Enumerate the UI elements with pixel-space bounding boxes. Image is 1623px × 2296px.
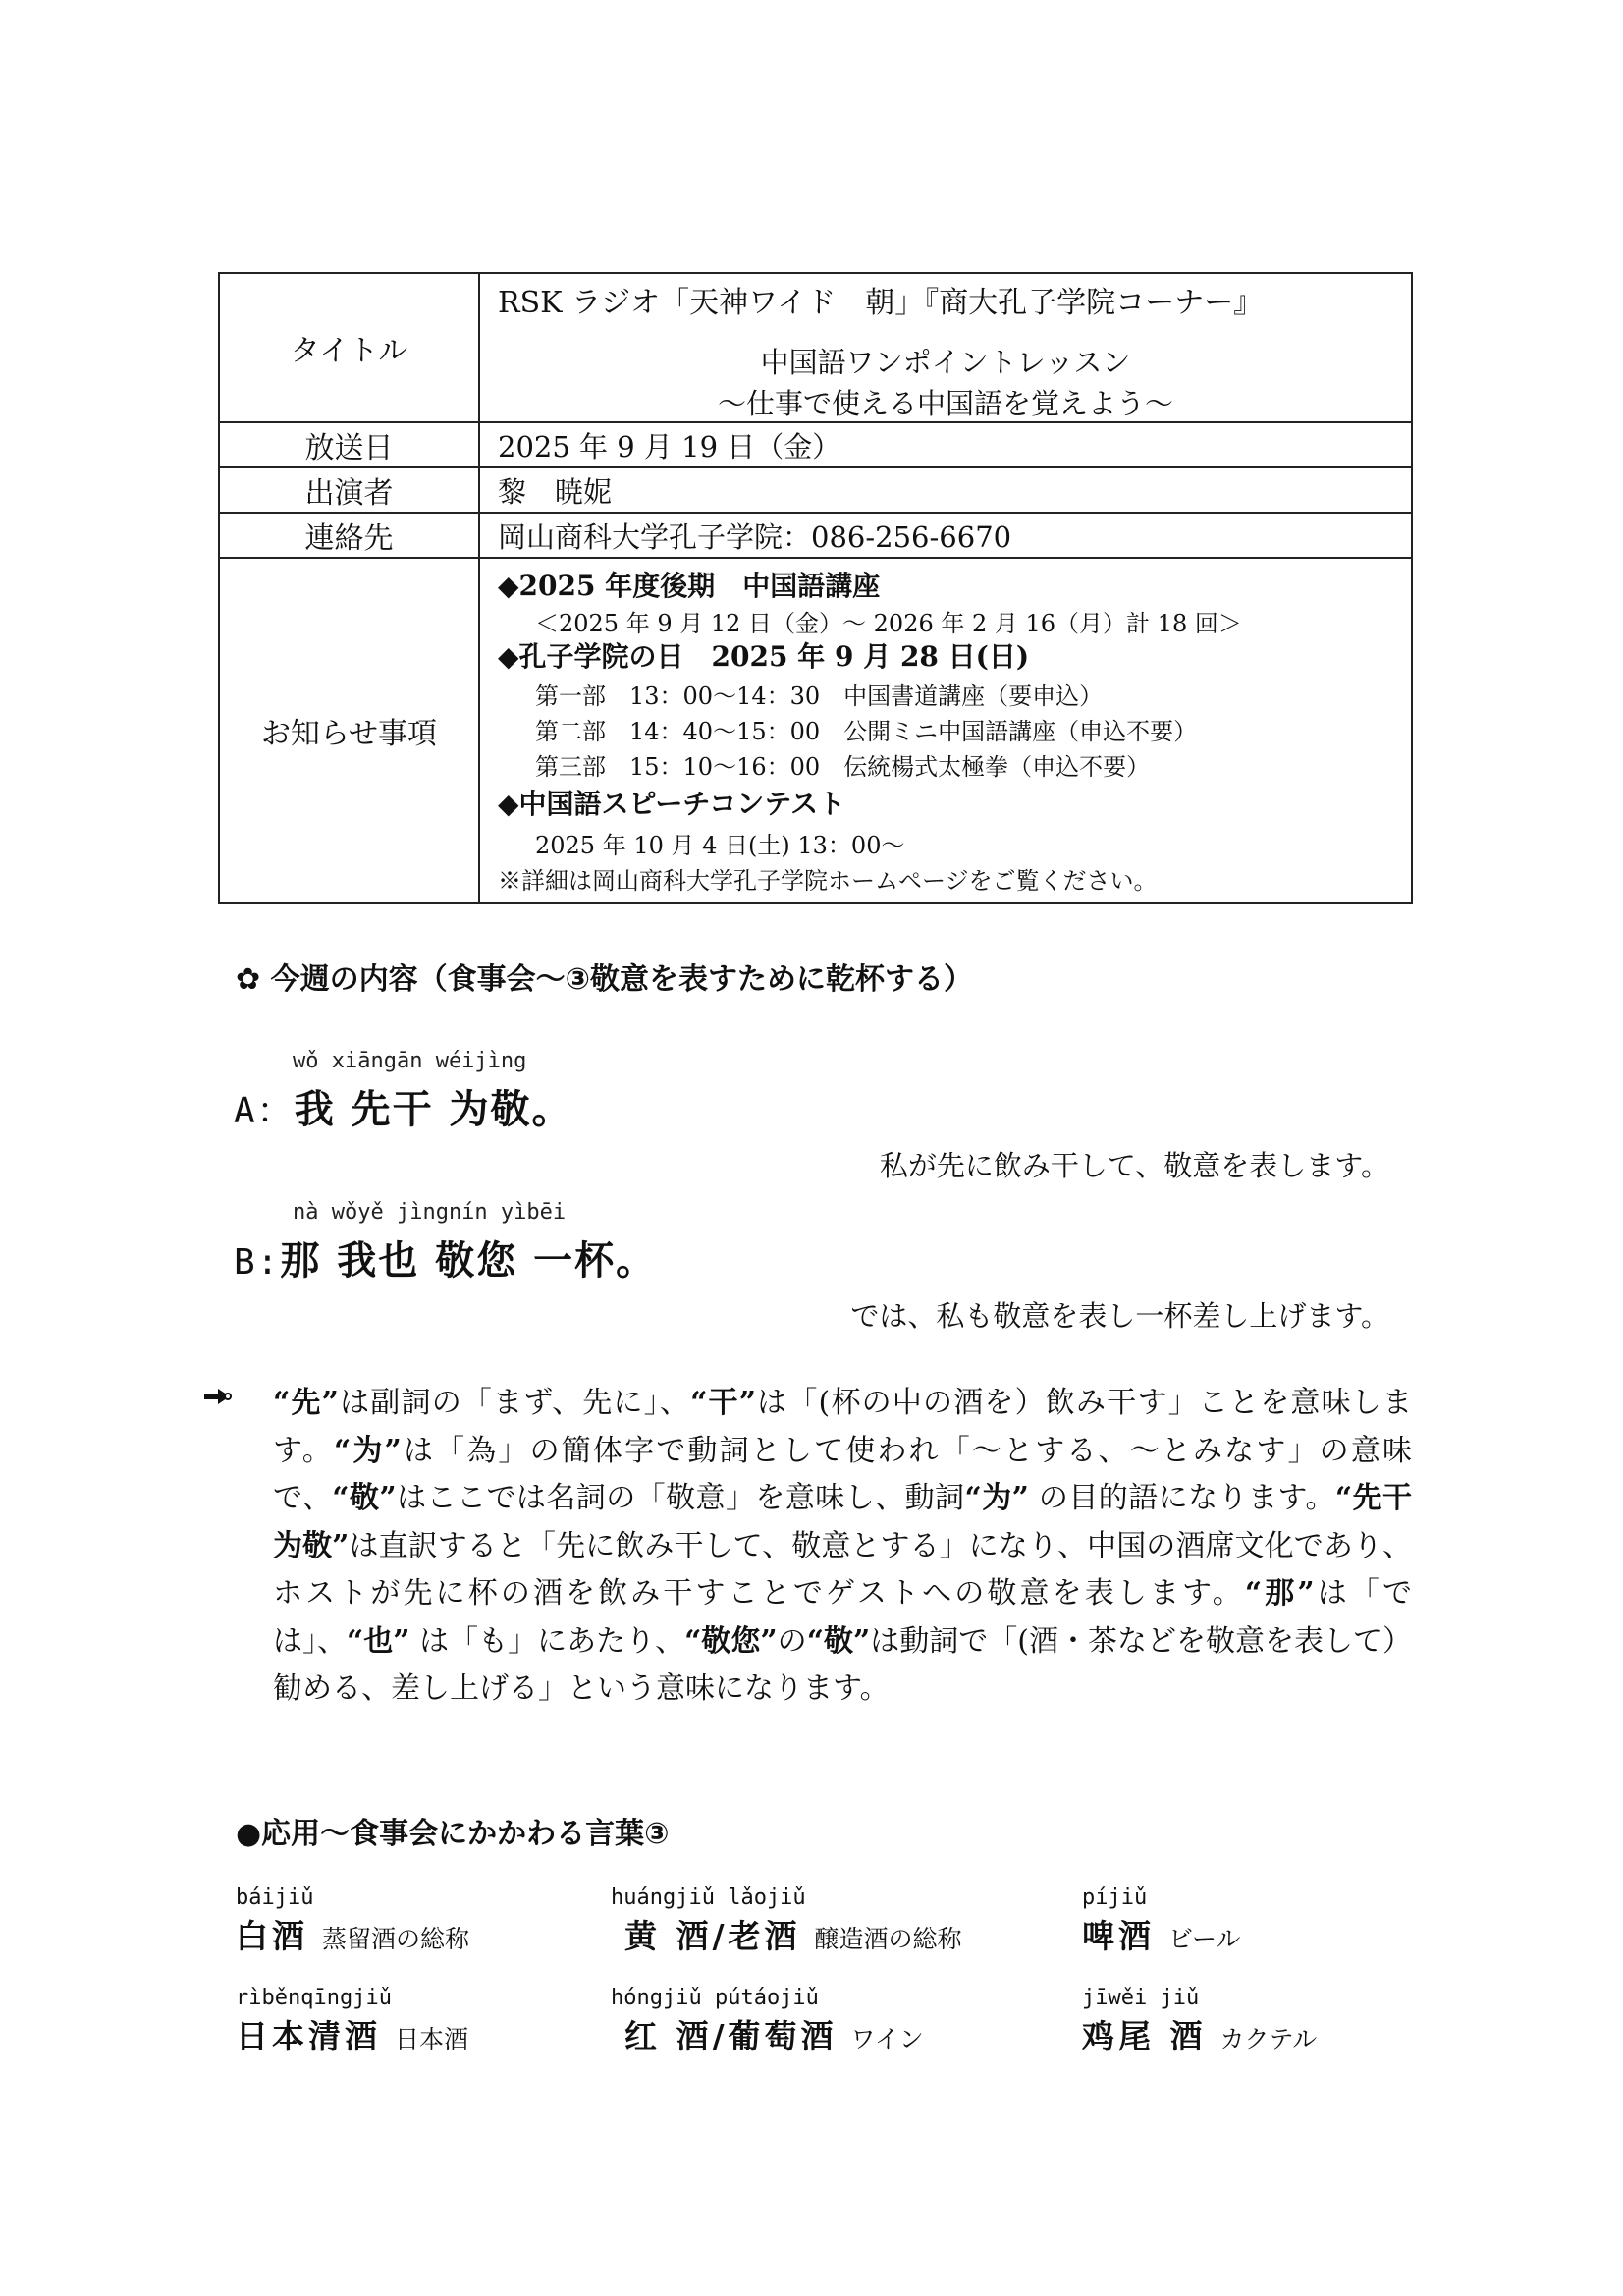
- dialog-a-translation: 私が先に飲み干して、敬意を表します。: [879, 1149, 1389, 1182]
- explanation-paragraph: [273, 1380, 1412, 1714]
- notice-cell: [479, 558, 1412, 903]
- explanation-keyword: “那”: [1244, 1576, 1315, 1611]
- dialog-a-text: 我 先干 为敬。: [294, 1086, 573, 1132]
- contact-label: 連絡先: [219, 513, 479, 558]
- explanation-keyword: “为”: [964, 1481, 1029, 1515]
- dialog-b-line: [234, 1230, 657, 1285]
- dialog-b-pinyin: nà wǒyě jìngnín yìbēi: [293, 1200, 567, 1225]
- vocab-meaning: 醸造酒の総称: [814, 1925, 962, 1953]
- vocab-pinyin: hóngjiǔ pútáojiǔ: [611, 1986, 819, 2010]
- vocab-word: 黄 酒/老酒: [624, 1917, 801, 1955]
- explanation-keyword: “也”: [347, 1623, 410, 1659]
- performer-name: 黎 暁妮: [479, 467, 1412, 513]
- explanation-keyword: “为”: [333, 1433, 402, 1468]
- explanation-keyword: “先”: [273, 1386, 339, 1420]
- lesson-title: 中国語ワンポイントレッスン: [760, 346, 1131, 379]
- dialog-b-translation: では、私も敬意を表し一杯差し上げます。: [850, 1299, 1389, 1333]
- explanation-text: は「(杯の中の酒を）飲み干す」ことを意味します。: [273, 1386, 1412, 1468]
- vocab-word: 鸡尾 酒: [1082, 2017, 1207, 2055]
- vocab-pinyin: huángjiǔ lǎojiǔ: [611, 1886, 806, 1910]
- explanation-text: は直訳すると「先に飲み干して、敬意とする」になり、中国の酒席文化であり、ホストが先に杯の酒を飲み干すことでゲストへの敬意を表します。: [273, 1528, 1412, 1611]
- explanation-text: は「も」にあたり、: [409, 1623, 685, 1659]
- explanation-keyword: “先干为敬”: [273, 1481, 1413, 1563]
- program-title: RSK ラジオ「天神ワイド 朝」『商大孔子学院コーナー』: [498, 286, 1264, 320]
- notice-part1: 第一部 13：00～14：30 中国書道講座（要申込）: [535, 683, 1104, 710]
- explanation-text: は副詞の「まず、先に」、: [338, 1386, 691, 1420]
- dialog-a-line: [234, 1078, 573, 1134]
- notice-part2: 第二部 14：40～15：00 公開ミニ中国語講座（申込不要）: [535, 718, 1198, 745]
- notice-course-heading: ◆2025 年度後期 中国語講座: [498, 570, 881, 602]
- notice-speech-contest: ◆中国語スピーチコンテスト: [498, 788, 846, 820]
- vocab-item: [624, 2011, 924, 2057]
- vocab-word: 日本清酒: [236, 2017, 381, 2055]
- vocab-meaning: ビール: [1168, 1925, 1241, 1953]
- vocab-word: 啤酒: [1082, 1917, 1155, 1955]
- vocab-word: 红 酒/葡萄酒: [624, 2017, 838, 2055]
- dialog-a-pinyin: wǒ xiāngān wéijìng: [293, 1049, 527, 1073]
- explanation-text: は「為」の簡体字で動詞として使われ「～とする、～とみなす」の意味で、: [273, 1433, 1413, 1515]
- explanation-text: の: [777, 1623, 807, 1659]
- dialog-a-speaker: A：: [234, 1091, 295, 1131]
- vocab-meaning: 日本酒: [395, 2025, 469, 2053]
- vocab-item: [624, 1911, 962, 1957]
- vocab-pinyin: rìběnqīngjiǔ: [236, 1986, 392, 2010]
- vocab-pinyin: báijiǔ: [236, 1886, 314, 1910]
- section-heading-this-week: ✿ 今週の内容（食事会～③敬意を表すために乾杯する）: [236, 962, 973, 997]
- vocab-item: [1082, 1911, 1241, 1957]
- explanation-text: の目的語になります。: [1028, 1481, 1335, 1515]
- explanation-keyword: “敬”: [332, 1481, 397, 1515]
- performer-label: 出演者: [219, 467, 479, 513]
- vocab-pinyin: píjiǔ: [1082, 1886, 1148, 1910]
- notice-label: お知らせ事項: [219, 558, 479, 903]
- vocab-meaning: カクテル: [1219, 2025, 1318, 2053]
- broadcast-label: 放送日: [219, 422, 479, 467]
- vocab-item: [1082, 2011, 1317, 2057]
- lesson-subtitle: ～仕事で使える中国語を覚えよう～: [717, 387, 1173, 420]
- explanation-text: は「では」、: [273, 1576, 1413, 1659]
- explanation-keyword: “敬”: [806, 1623, 871, 1659]
- vocab-word: 白酒: [236, 1917, 308, 1955]
- notice-course-dates: ＜2025 年 9 月 12 日（金）～ 2026 年 2 月 16（月）計 18 回＞: [535, 610, 1242, 637]
- notice-institute-day: ◆孔子学院の日 2025 年 9 月 28 日(日): [498, 640, 1030, 673]
- title-label: タイトル: [219, 273, 479, 422]
- vocab-item: [236, 1911, 469, 1957]
- explanation-text: は動詞で「(酒・茶などを敬意を表して）勧める、差し上げる」という意味になります。: [273, 1623, 1413, 1706]
- explanation-text: はここでは名詞の「敬意」を意味し、動詞: [396, 1481, 965, 1515]
- notice-contest-date: 2025 年 10 月 4 日(土) 13：00～: [535, 832, 905, 859]
- title-cell: [479, 273, 1412, 422]
- vocab-meaning: 蒸留酒の総称: [322, 1925, 470, 1953]
- notice-part3: 第三部 15：10～16：00 伝統楊式太極拳（申込不要）: [535, 753, 1151, 781]
- dialog-b-text: 那 我也 敬您 一杯。: [280, 1237, 658, 1284]
- info-table: [218, 272, 1413, 904]
- vocab-item: [236, 2011, 468, 2057]
- contact-value: 岡山商科大学孔子学院：086-256-6670: [479, 513, 1412, 558]
- explanation-keyword: “干”: [690, 1386, 756, 1420]
- dialog-b-speaker: B:: [234, 1242, 281, 1283]
- section-heading-vocabulary: ●応用～食事会にかかわる言葉③: [236, 1817, 670, 1851]
- vocab-pinyin: jīwěi jiǔ: [1082, 1986, 1200, 2010]
- explanation-keyword: “敬您”: [684, 1623, 778, 1659]
- vocab-meaning: ワイン: [850, 2025, 924, 2053]
- notice-footer: ※詳細は岡山商科大学孔子学院ホームページをご覧ください。: [498, 867, 1158, 895]
- broadcast-date: 2025 年 9 月 19 日（金）: [479, 422, 1412, 467]
- pointing-arrow-icon: [202, 1385, 234, 1408]
